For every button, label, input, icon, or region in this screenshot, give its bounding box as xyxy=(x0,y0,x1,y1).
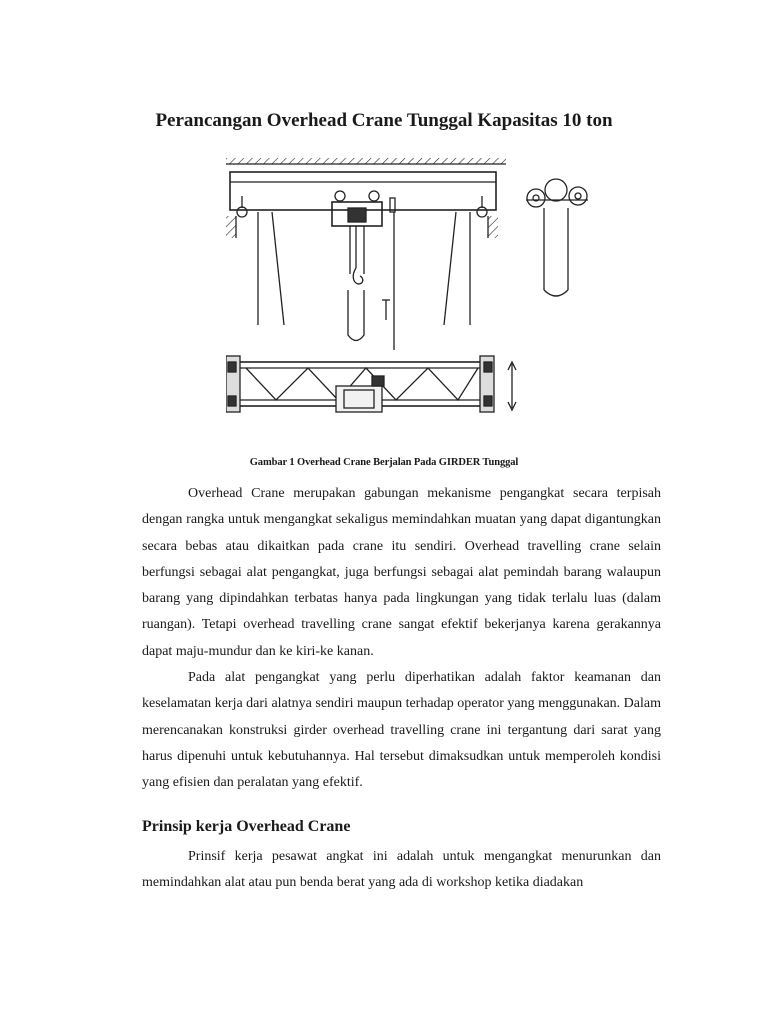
section-heading: Prinsip kerja Overhead Crane xyxy=(142,818,351,835)
page-title: Perancangan Overhead Crane Tunggal Kapasitas 10 ton xyxy=(155,110,613,131)
paragraph-safety-factors: Pada alat pengangkat yang perlu diperhatikan adalah faktor keamanan dan keselamatan kerja dari alatnya sendiri maupun terhadap operator yang menggunakan. Dalam merencanakan konstruksi girder overhead travelling crane ini tergantung dari sarat yang harus dipenuhi untuk kebutuhannya. Hal tersebut dimaksudkan untuk memperoleh kondisi yang efisien dan peralatan yang efektif. xyxy=(142,670,661,791)
crane-diagram-figure xyxy=(226,150,598,420)
crane-side-view xyxy=(526,179,588,296)
figure-caption: Gambar 1 Overhead Crane Berjalan Pada GIRDER Tunggal xyxy=(249,457,519,468)
crane-plan-view xyxy=(226,356,516,412)
crane-front-elevation xyxy=(226,158,506,350)
paragraph-overhead-crane-definition: Overhead Crane merupakan gabungan mekanisme pengangkat secara terpisah dengan rangka untuk mengangkat sekaligus memindahkan muatan yang dapat digantungkan secara bebas atau dikaitkan pada crane itu sendiri. Overhead travelling crane selain berfungsi sebagai alat pengangkat, juga berfungsi sebagai alat pemindah barang walaupun barang yang dipindahkan terbatas hanya pada lingkungan yang tidak terlalu luas (dalam ruangan). Tetapi overhead travelling crane sangat efektif bekerjanya karena gerakannya dapat maju-mundur dan ke kiri-ke kanan. xyxy=(142,486,661,659)
crane-diagram xyxy=(226,150,598,420)
paragraph-working-principle: Prinsif kerja pesawat angkat ini adalah untuk mengangkat menurunkan dan memindahkan alat atau pun benda berat yang ada di workshop ketika diadakan xyxy=(142,849,661,891)
